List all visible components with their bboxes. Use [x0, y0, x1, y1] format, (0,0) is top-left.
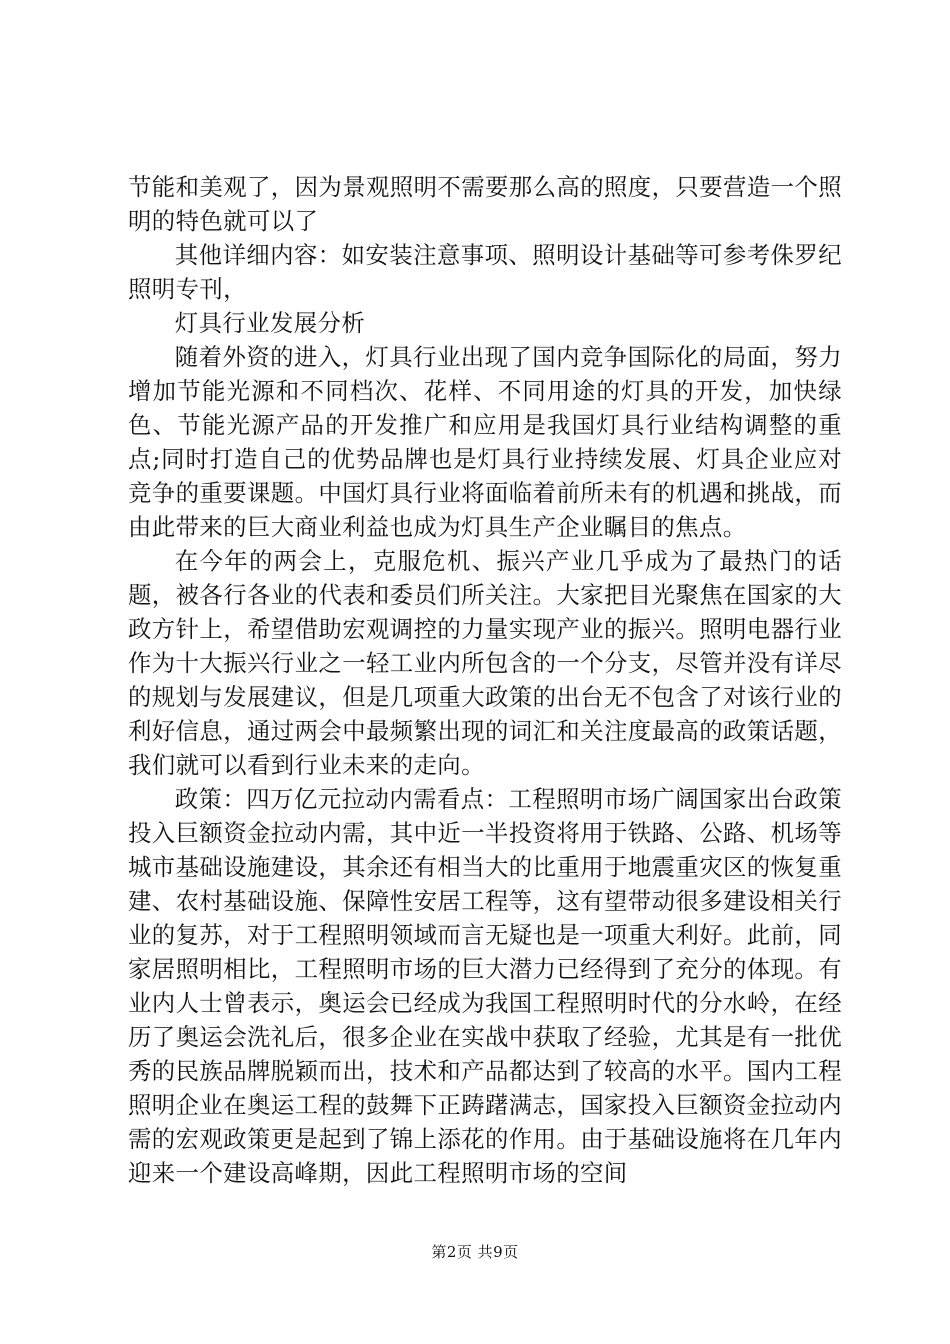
page-number-footer: 第2页 共9页 [431, 1243, 519, 1261]
paragraph-policy: 政策：四万亿元拉动内需看点：工程照明市场广阔国家出台政策投入巨额资金拉动内需，其中近一半投资将用于铁路、公路、机场等城市基础设施建设，其余还有相当大的比重用于地震重灾区的恢复重建、农村基础设施、保障性安居工程等，这有望带动很多建设相关行业的复苏，对于工程照明领域而言无疑也是一项重大利好。此前，同家居照明相比，工程照明市场的巨大潜力已经得到了充分的体现。有业内人士曾表示，奥运会已经成为我国工程照明时代的分水岭，在经历了奥运会洗礼后，很多企业在实战中获取了经验，尤其是有一批优秀的民族品牌脱颖而出，技术和产品都达到了较高的水平。国内工程照明企业在奥运工程的鼓舞下正踌躇满志，国家投入巨额资金拉动内需的宏观政策更是起到了锦上添花的作用。由于基础设施将在几年内迎来一个建设高峰期，因此工程照明市场的空间 [128, 785, 842, 1187]
paragraph-reference-note: 其他详细内容：如安装注意事项、照明设计基础等可参考侏罗纪照明专刊， [128, 241, 842, 303]
paragraph-industry-analysis: 随着外资的进入，灯具行业出现了国内竞争国际化的局面，努力增加节能光源和不同档次、花样、不同用途的灯具的开发，加快绿色、节能光源产品的开发推广和应用是我国灯具行业结构调整的重点;同时打造自己的优势品牌也是灯具行业持续发展、灯具企业应对竞争的重要课题。中国灯具行业将面临着前所未有的机遇和挑战，而由此带来的巨大商业利益也成为灯具生产企业瞩目的焦点。 [128, 343, 842, 541]
section-heading: 灯具行业发展分析 [174, 309, 366, 337]
paragraph-continuation: 节能和美观了，因为景观照明不需要那么高的照度，只要营造一个照明的特色就可以了 [128, 173, 842, 235]
document-body [128, 170, 842, 1190]
paragraph-two-sessions: 在今年的两会上，克服危机、振兴产业几乎成为了最热门的话题，被各行各业的代表和委员们所关注。大家把目光聚焦在国家的大政方针上，希望借助宏观调控的力量实现产业的振兴。照明电器行业作为十大振兴行业之一轻工业内所包含的一个分支，尽管并没有详尽的规划与发展建议，但是几项重大政策的出台无不包含了对该行业的利好信息，通过两会中最频繁出现的词汇和关注度最高的政策话题，我们就可以看到行业未来的走向。 [128, 547, 842, 779]
